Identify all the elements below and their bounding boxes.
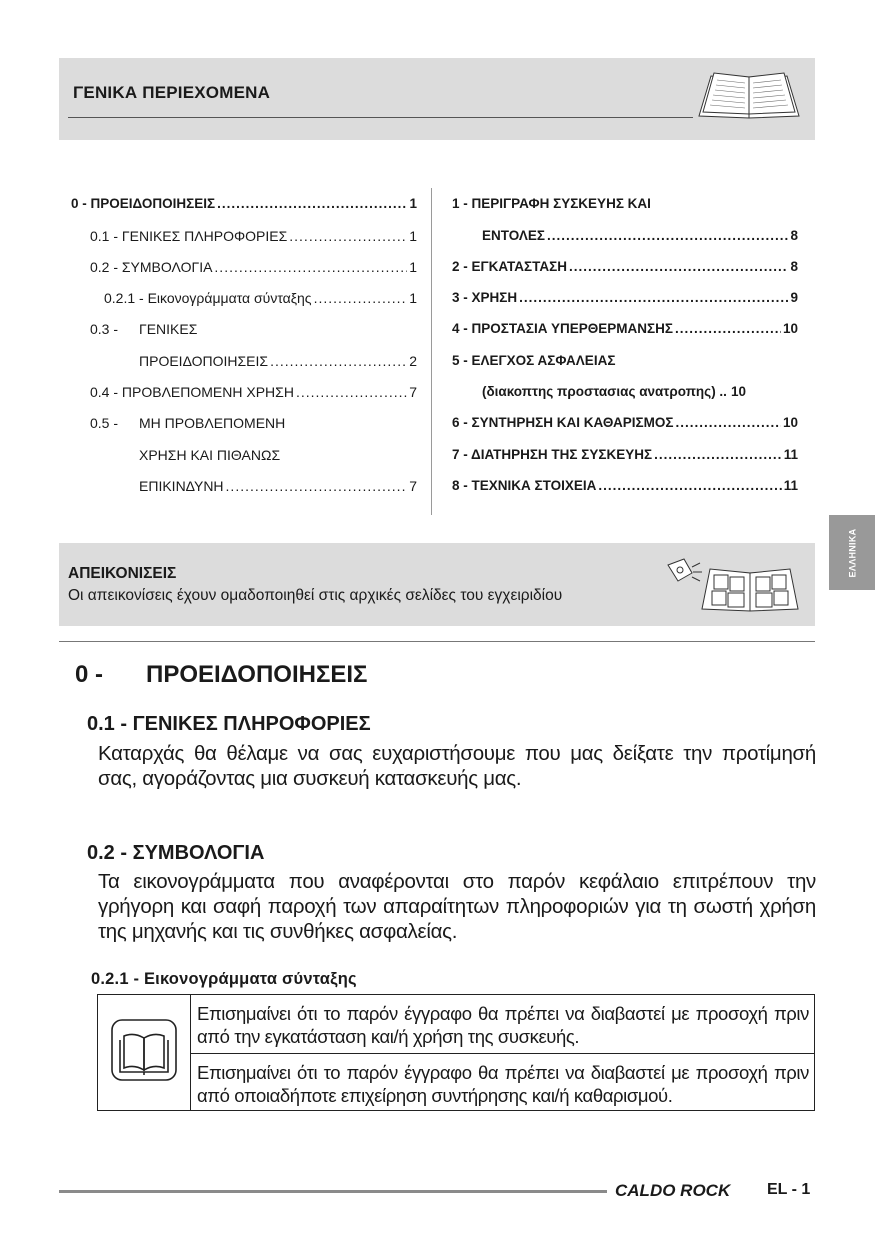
pictogram-row-2: Επισημαίνει ότι το παρόν έγγραφο θα πρέπει να διαβαστεί με προσοχή πριν από οποιαδήποτε επιχείρηση συντήρησης και/ή καθαρισμού. — [197, 1062, 809, 1106]
toc-item-0-5[interactable]: ΕΠΙΚΙΝΔΥΝΗ ..... 7 — [139, 478, 417, 494]
page-number: EL - 1 — [767, 1181, 811, 1198]
language-tab-label: ΕΛΛΗΝΙΚΑ — [847, 528, 858, 577]
page-title: ΓΕΝΙΚΑ ΠΕΡΙΕΧΟΜΕΝΑ — [73, 83, 271, 102]
section-0-1-title: 0.1 - ΓΕΝΙΚΕΣ ΠΛΗΡΟΦΟΡΙΕΣ — [87, 713, 371, 735]
open-book-icon — [697, 68, 801, 120]
toc-item-0-4[interactable]: 0.4 - ΠΡΟΒΛΕΠΟΜΕΝΗ ΧΡΗΣΗ ..... 7 — [90, 384, 417, 400]
illustrations-title: ΑΠΕΙΚΟΝΙΣΕΙΣ — [68, 565, 177, 582]
section-0-number: 0 - — [75, 661, 104, 688]
toc-item-5-label[interactable]: 5 - ΕΛΕΓΧΟΣ ΑΣΦΑΛΕΙΑΣ — [452, 353, 616, 368]
section-separator — [59, 641, 815, 642]
toc-item-4[interactable]: 4 - ΠΡΟΣΤΑΣΙΑ ΥΠΕΡΘΕΡΜΑΝΣΗΣ ..... 10 — [452, 321, 798, 336]
toc-item-0-3-label: ΓΕΝΙΚΕΣ — [139, 321, 198, 337]
toc-item-0-5-label-2: ΧΡΗΣΗ ΚΑΙ ΠΙΘΑΝΩΣ — [139, 447, 281, 463]
toc-item-1-label[interactable]: 1 - ΠΕΡΙΓΡΑΦΗ ΣΥΣΚΕΥΗΣ ΚΑΙ — [452, 196, 651, 211]
section-0-title: ΠΡΟΕΙΔΟΠΟΙΗΣΕΙΣ — [146, 661, 368, 688]
toc-item-0-1[interactable]: 0.1 - ΓΕΝΙΚΕΣ ΠΛΗΡΟΦΟΡΙΕΣ ..... 1 — [90, 228, 417, 244]
language-tab[interactable] — [829, 515, 875, 590]
header-rule — [68, 117, 693, 118]
toc-item-1[interactable]: ΕΝΤΟΛΕΣ ..... 8 — [482, 228, 798, 243]
illustrations-text: Οι απεικονίσεις έχουν ομαδοποιηθεί στις αρχικές σελίδες του εγχειριδίου — [68, 587, 563, 604]
toc-item-0-5-number[interactable]: 0.5 - — [90, 415, 119, 431]
section-0-1-text: Καταρχάς θα θέλαμε να σας ευχαριστήσουμε που μας δείξατε την προτίμησή σας, αγοράζοντας μια συσκευή κατασκευής μας. — [98, 742, 816, 790]
toc-item-0-2[interactable]: 0.2 - ΣΥΜΒΟΛΟΓΙΑ ..... 1 — [90, 259, 417, 275]
toc-divider — [431, 188, 432, 515]
toc-item-6[interactable]: 6 - ΣΥΝΤΗΡΗΣΗ ΚΑΙ ΚΑΘΑΡΙΣΜΟΣ ..... 10 — [452, 415, 798, 430]
section-0-2-1-title: 0.2.1 - Εικονογράμματα σύνταξης — [91, 970, 357, 988]
section-0-2-text: Τα εικονογράμματα που αναφέρονται στο παρόν κεφάλαιο επιτρέπουν την γρήγορη και σαφή παροχή των απαραίτητων πληροφοριών για τη σωστή χρήση της μηχανής και τις συνθήκες ασφαλείας. — [98, 870, 816, 943]
toc-item-0[interactable]: 0 - ΠΡΟΕΙΔΟΠΟΙΗΣΕΙΣ ..... 1 — [71, 196, 417, 211]
table-horizontal-rule — [190, 1053, 815, 1054]
pictogram-row-1: Επισημαίνει ότι το παρόν έγγραφο θα πρέπει να διαβαστεί με προσοχή πριν από την εγκατάσταση και/ή χρήση της συσκευής. — [197, 1003, 809, 1047]
toc-item-8[interactable]: 8 - ΤΕΧΝΙΚΑ ΣΤΟΙΧΕΙΑ ..... 11 — [452, 478, 798, 493]
read-manual-icon — [110, 1018, 178, 1082]
book-pictures-icon — [664, 553, 802, 615]
toc-item-0-2-1[interactable]: 0.2.1 - Εικονογράμματα σύνταξης ..... 1 — [104, 290, 417, 306]
footer-brand: CALDO ROCK — [615, 1181, 731, 1200]
toc-item-5[interactable]: (διακοπτης προστασιας ανατροπης) .. 10 — [482, 384, 746, 399]
toc-item-0-5-label: ΜΗ ΠΡΟΒΛΕΠΟΜΕΝΗ — [139, 415, 286, 431]
toc-item-3[interactable]: 3 - ΧΡΗΣΗ ..... 9 — [452, 290, 798, 305]
section-0-2-title: 0.2 - ΣΥΜΒΟΛΟΓΙΑ — [87, 842, 265, 864]
footer-rule — [59, 1190, 607, 1193]
toc-item-0-3[interactable]: ΠΡΟΕΙΔΟΠΟΙΗΣΕΙΣ ..... 2 — [139, 353, 417, 369]
toc-item-2[interactable]: 2 - ΕΓΚΑΤΑΣΤΑΣΗ ..... 8 — [452, 259, 798, 274]
toc-item-7[interactable]: 7 - ΔΙΑΤΗΡΗΣΗ ΤΗΣ ΣΥΣΚΕΥΗΣ ..... 11 — [452, 447, 798, 462]
toc-item-0-3-number[interactable]: 0.3 - — [90, 321, 119, 337]
